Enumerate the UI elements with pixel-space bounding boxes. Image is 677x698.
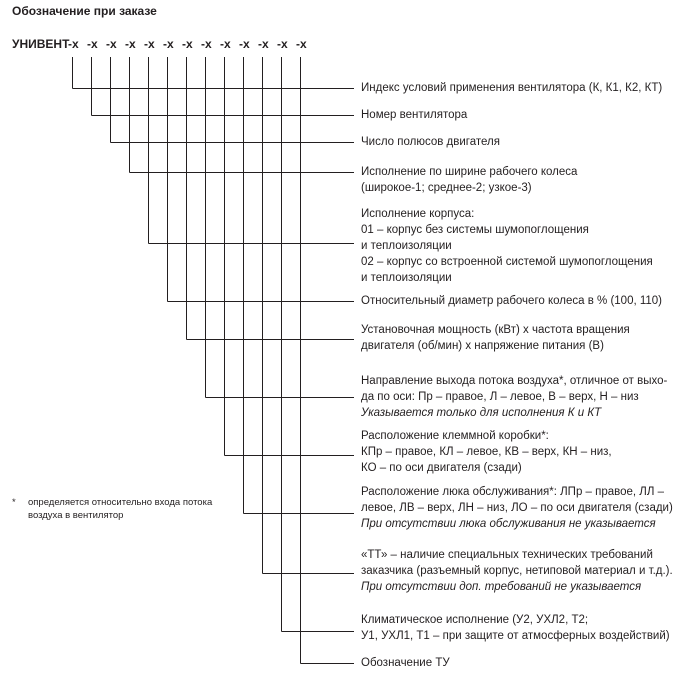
description-line: «ТТ» – наличие специальных технических требований xyxy=(361,549,653,561)
description-block xyxy=(361,293,662,309)
description-line: Индекс условий применения вентилятора (К, К1, К2, КТ) xyxy=(361,82,663,94)
description-line: Климатическое исполнение (У2, УХЛ2, Т2; xyxy=(361,614,589,626)
order-designation-title: Обозначение при заказе xyxy=(12,4,157,18)
description-line: Исполнение корпуса: xyxy=(361,208,475,220)
description-block xyxy=(361,206,653,286)
description-line: и теплоизоляции xyxy=(361,272,452,284)
description-line: Исполнение по ширине рабочего колеса xyxy=(361,166,578,178)
description-block xyxy=(361,428,612,476)
code-segment: -x xyxy=(144,37,155,51)
description-block xyxy=(361,322,630,354)
description-line: Относительный диаметр рабочего колеса в % (100, 110) xyxy=(361,295,663,307)
code-segment: -x xyxy=(163,37,174,51)
description-block xyxy=(361,164,577,196)
description-block xyxy=(361,134,500,150)
description-block xyxy=(361,612,670,644)
description-line: У1, УХЛ1, Т1 – при защите от атмосферных воздействий) xyxy=(361,630,670,642)
code-segment: -x xyxy=(87,37,98,51)
code-segment: -x xyxy=(201,37,212,51)
description-line: Установочная мощность (кВт) х частота вращения xyxy=(361,324,630,336)
code-segment: -x xyxy=(258,37,269,51)
description-line: КО – по оси двигателя (сзади) xyxy=(361,462,522,474)
description-line: При отсутствии люка обслуживания не указывается xyxy=(361,518,656,530)
code-segment: -x xyxy=(296,37,307,51)
description-line: Направление выхода потока воздуха*, отличное от выхо- xyxy=(361,375,668,387)
description-line: и теплоизоляции xyxy=(361,240,452,252)
description-line: Расположение клеммной коробки*: xyxy=(361,430,549,442)
code-segment: -x xyxy=(239,37,250,51)
description-block xyxy=(361,547,673,595)
description-block xyxy=(361,655,450,671)
description-line: да по оси: Пр – правое, Л – левое, В – верх, Н – низ xyxy=(361,391,639,403)
description-line: Число полюсов двигателя xyxy=(361,136,500,148)
footnote-line: определяется относительно входа потока xyxy=(28,497,213,508)
code-prefix: УНИВЕНТ xyxy=(12,37,70,51)
description-line: 01 – корпус без системы шумопоглощения xyxy=(361,224,589,236)
description-line: двигателя (об/мин) х напряжение питания (В) xyxy=(361,340,604,352)
description-line: При отсутствии доп. требований не указывается xyxy=(361,581,642,593)
description-line: 02 – корпус со встроенной системой шумопоглощения xyxy=(361,256,653,268)
code-segment: -x xyxy=(220,37,231,51)
code-segment: -x xyxy=(182,37,193,51)
description-line: левое, ЛВ – верх, ЛН – низ, ЛО – по оси двигателя (сзади) xyxy=(361,502,673,514)
description-line: Расположение люка обслуживания*: ЛПр – правое, ЛЛ – xyxy=(361,486,664,498)
description-line: Номер вентилятора xyxy=(361,109,468,121)
code-segment: -x xyxy=(277,37,288,51)
description-block xyxy=(361,484,673,532)
footnote-star: * xyxy=(12,497,16,508)
description-line: Указывается только для исполнения К и КТ xyxy=(361,407,602,419)
footnote-line: воздуха в вентилятор xyxy=(28,510,124,521)
description-line: Обозначение ТУ xyxy=(361,657,450,669)
description-block xyxy=(361,373,667,421)
description-block xyxy=(361,80,662,96)
description-line: КПр – правое, КЛ – левое, КВ – верх, КН – низ, xyxy=(361,446,612,458)
description-block xyxy=(361,107,467,123)
description-line: (широкое-1; среднее-2; узкое-3) xyxy=(361,182,532,194)
code-segment: -x xyxy=(125,37,136,51)
code-segment: -x xyxy=(68,37,79,51)
description-line: заказчика (разъемный корпус, нетиповой материал и т.д.). xyxy=(361,565,673,577)
code-segment: -x xyxy=(106,37,117,51)
